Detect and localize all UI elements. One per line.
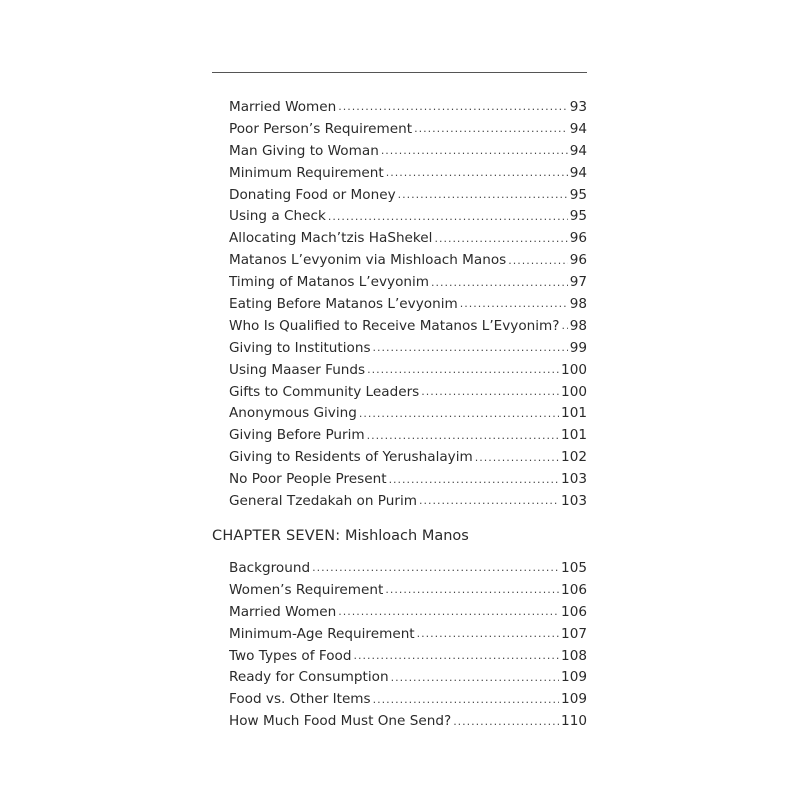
toc-entry-page: 93 xyxy=(569,98,587,115)
toc-entry-page: 98 xyxy=(569,295,587,312)
toc-entry-title: Using Maaser Funds xyxy=(229,361,366,378)
toc-entry-title: Ready for Consumption xyxy=(229,669,389,686)
dot-leader xyxy=(389,473,559,486)
dot-leader xyxy=(373,341,568,354)
toc-entry-page: 94 xyxy=(569,164,587,181)
toc-entry-title: Women’s Requirement xyxy=(229,581,384,598)
toc-entry-title: Poor Person’s Requirement xyxy=(229,120,413,137)
toc-entry xyxy=(229,557,587,579)
toc-entry-page: 106 xyxy=(561,603,587,620)
toc-entry-title: Man Giving to Woman xyxy=(229,142,379,159)
toc-entry-page: 96 xyxy=(569,252,587,269)
toc-entry xyxy=(229,227,587,249)
dot-leader xyxy=(419,494,559,507)
toc-entry-page: 107 xyxy=(561,625,587,642)
toc-entry-title: Using a Check xyxy=(229,208,326,225)
dot-leader xyxy=(453,715,559,728)
toc-entry-title: Matanos L’evyonim via Mishloach Manos xyxy=(229,252,507,269)
toc-entry xyxy=(229,601,587,623)
toc-entry-title: Married Women xyxy=(229,98,337,115)
dot-leader xyxy=(398,188,568,201)
toc-entry-page: 101 xyxy=(561,427,587,444)
toc-entry-title: Donating Food or Money xyxy=(229,186,396,203)
toc-entry xyxy=(229,623,587,645)
toc-entry-page: 98 xyxy=(569,317,587,334)
dot-leader xyxy=(414,122,568,135)
toc-entry-page: 106 xyxy=(561,581,587,598)
toc-entry xyxy=(229,490,587,512)
toc-entry xyxy=(229,249,587,271)
toc-entry-title: Giving to Residents of Yerushalayim xyxy=(229,449,473,466)
toc-entry-page: 101 xyxy=(561,405,587,422)
dot-leader xyxy=(312,561,559,574)
toc-entry-title: Gifts to Community Leaders xyxy=(229,383,420,400)
toc-entry-page: 105 xyxy=(561,559,587,576)
dot-leader xyxy=(431,276,568,289)
toc-list-chapter-seven xyxy=(229,557,587,732)
dot-leader xyxy=(353,649,559,662)
toc-entry xyxy=(229,359,587,381)
dot-leader xyxy=(475,451,559,464)
chapter-number: CHAPTER SEVEN: xyxy=(212,528,341,544)
dot-leader xyxy=(385,583,559,596)
toc-entry-page: 102 xyxy=(561,449,587,466)
dot-leader xyxy=(381,144,568,157)
toc-entry-page: 96 xyxy=(569,230,587,247)
dot-leader xyxy=(421,385,559,398)
toc-entry-page: 95 xyxy=(569,186,587,203)
toc-entry-page: 97 xyxy=(569,274,587,291)
toc-entry-page: 100 xyxy=(561,361,587,378)
dot-leader xyxy=(367,363,559,376)
toc-entry-page: 108 xyxy=(561,647,587,664)
dot-leader xyxy=(417,627,559,640)
toc-entry-page: 109 xyxy=(561,669,587,686)
dot-leader xyxy=(328,210,568,223)
toc-entry xyxy=(229,293,587,315)
toc-entry-page: 110 xyxy=(561,713,587,730)
toc-entry xyxy=(229,271,587,293)
toc-entry-page: 99 xyxy=(569,339,587,356)
dot-leader xyxy=(338,605,559,618)
toc-entry xyxy=(229,140,587,162)
toc-entry-title: Food vs. Other Items xyxy=(229,691,371,708)
toc-entry-title: Minimum-Age Requirement xyxy=(229,625,415,642)
dot-leader xyxy=(508,254,567,267)
dot-leader xyxy=(367,429,559,442)
toc-entry xyxy=(229,688,587,710)
toc-entry-title: Giving to Institutions xyxy=(229,339,371,356)
toc-entry-title: Minimum Requirement xyxy=(229,164,384,181)
toc-entry xyxy=(229,162,587,184)
toc-entry-page: 94 xyxy=(569,120,587,137)
dot-leader xyxy=(386,166,568,179)
toc-entry xyxy=(229,424,587,446)
toc-entry xyxy=(229,96,587,118)
toc-entry-title: No Poor People Present xyxy=(229,471,387,488)
toc-entry xyxy=(229,118,587,140)
toc-entry-title: How Much Food Must One Send? xyxy=(229,713,452,730)
toc-entry-title: Two Types of Food xyxy=(229,647,352,664)
toc-entry xyxy=(229,205,587,227)
dot-leader xyxy=(434,232,567,245)
toc-entry-title: Married Women xyxy=(229,603,337,620)
dot-leader xyxy=(391,671,559,684)
dot-leader xyxy=(460,297,568,310)
toc-entry-title: Who Is Qualified to Receive Matanos L’Evyonim? xyxy=(229,317,560,334)
toc-entry xyxy=(229,468,587,490)
chapter-title: Mishloach Manos xyxy=(340,528,469,544)
dot-leader xyxy=(373,693,559,706)
header-rule xyxy=(212,72,587,73)
toc-entry-page: 95 xyxy=(569,208,587,225)
toc-entry-title: Allocating Mach’tzis HaShekel xyxy=(229,230,433,247)
toc-entry-title: Anonymous Giving xyxy=(229,405,357,422)
toc-list-previous-chapter xyxy=(229,96,587,512)
toc-entry xyxy=(229,666,587,688)
toc-entry xyxy=(229,645,587,667)
chapter-heading xyxy=(212,528,469,544)
toc-entry xyxy=(229,579,587,601)
toc-entry xyxy=(229,337,587,359)
toc-entry-title: Giving Before Purim xyxy=(229,427,365,444)
dot-leader xyxy=(338,100,567,113)
toc-entry xyxy=(229,446,587,468)
toc-entry-page: 103 xyxy=(561,471,587,488)
dot-leader xyxy=(359,407,559,420)
toc-entry xyxy=(229,402,587,424)
toc-entry xyxy=(229,710,587,732)
toc-entry-page: 109 xyxy=(561,691,587,708)
toc-entry xyxy=(229,315,587,337)
toc-entry-page: 103 xyxy=(561,492,587,509)
toc-entry xyxy=(229,184,587,206)
toc-entry-title: General Tzedakah on Purim xyxy=(229,492,417,509)
toc-entry-page: 100 xyxy=(561,383,587,400)
toc-entry-title: Timing of Matanos L’evyonim xyxy=(229,274,430,291)
toc-entry-title: Background xyxy=(229,559,311,576)
toc-entry xyxy=(229,381,587,403)
toc-entry-page: 94 xyxy=(569,142,587,159)
toc-entry-title: Eating Before Matanos L’evyonim xyxy=(229,295,458,312)
